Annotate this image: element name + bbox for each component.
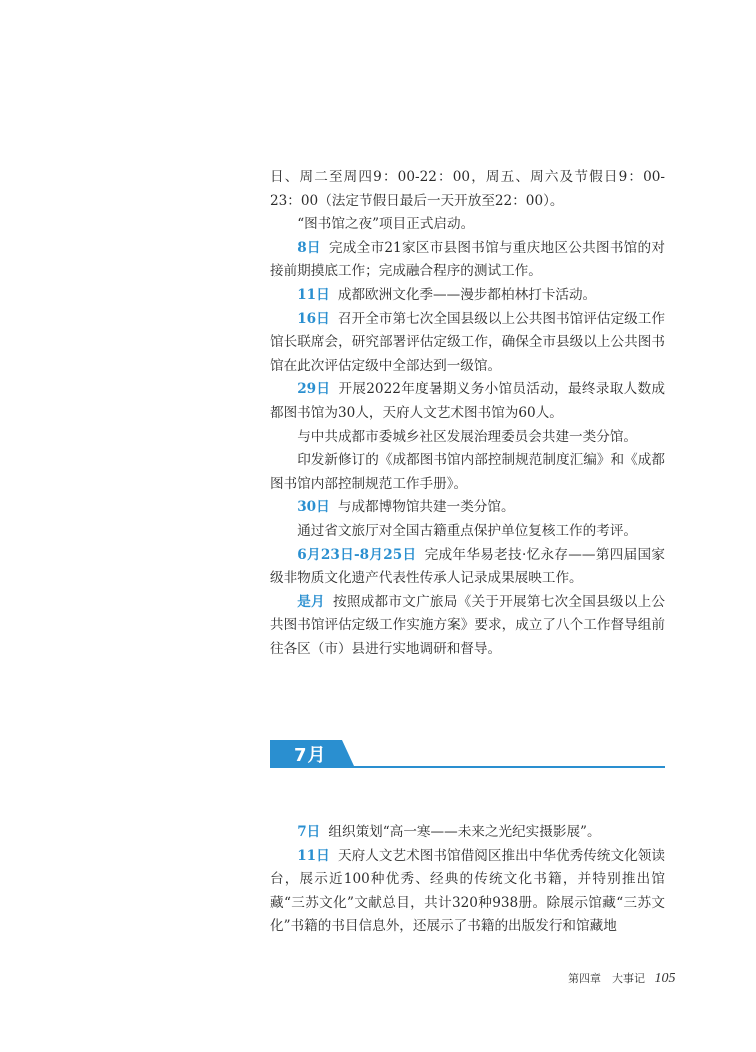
event-text: 完成全市21家区市县图书馆与重庆地区公共图书馆的对接前期摸底工作；完成融合程序的测试工作。 bbox=[270, 239, 665, 280]
event-paragraph bbox=[270, 845, 665, 939]
event-paragraph: “图书馆之夜”项目正式启动。 bbox=[297, 216, 475, 233]
chapter-title: 第四章 大事记 bbox=[568, 972, 645, 985]
top-text-block bbox=[270, 166, 665, 661]
month-divider-line bbox=[270, 766, 665, 768]
event-date: 29日 bbox=[297, 381, 331, 398]
event-date: 30日 bbox=[297, 499, 330, 516]
event-text: 召开全市第七次全国县级以上公共图书馆评估定级工作馆长联席会，研究部署评估定级工作，确保全市县级以上公共图书馆在此次评估定级中全部达到一级馆。 bbox=[270, 310, 666, 374]
event-paragraph bbox=[270, 378, 665, 425]
event-paragraph bbox=[270, 237, 665, 284]
event-date: 7日 bbox=[297, 824, 321, 840]
event-date: 11日 bbox=[297, 286, 330, 303]
page-number: 105 bbox=[654, 971, 676, 986]
event-paragraph bbox=[270, 821, 665, 845]
event-date: 11日 bbox=[297, 847, 330, 864]
event-text: 按照成都市文广旅局《关于开展第七次全国县级以上公共图书馆评估定级工作实施方案》要求，成立了八个工作督导组前往各区（市）县进行实地调研和督导。 bbox=[270, 593, 666, 657]
continued-paragraph: 日、周二至周四9：00-22：00，周五、周六及节假日9：00-23：00（法定节假日最后一天开放至22：00）。 bbox=[270, 169, 665, 209]
event-paragraph: 印发新修订的《成都图书馆内部控制规范制度汇编》和《成都图书馆内部控制规范工作手册》。 bbox=[270, 452, 665, 492]
event-paragraph bbox=[270, 544, 665, 591]
event-date: 6月23日-8月25日 bbox=[297, 546, 417, 563]
event-paragraph bbox=[270, 284, 665, 308]
event-paragraph: 与中共成都市委城乡社区发展治理委员会共建一类分馆。 bbox=[297, 428, 638, 445]
event-paragraph bbox=[270, 496, 665, 520]
event-date: 8日 bbox=[297, 239, 321, 256]
event-text: 成都欧洲文化季——漫步都柏林打卡活动。 bbox=[337, 286, 597, 303]
month-section-header bbox=[270, 740, 665, 768]
event-date: 是月 bbox=[297, 593, 325, 610]
event-paragraph bbox=[270, 591, 665, 662]
event-text: 完成年华易老技·忆永存——第四届国家级非物质文化遗产代表性传承人记录成果展映工作。 bbox=[270, 546, 665, 587]
event-text: 与成都博物馆共建一类分馆。 bbox=[337, 499, 515, 516]
event-paragraph bbox=[270, 308, 665, 379]
event-text: 天府人文艺术图书馆借阅区推出中华优秀传统文化领读台，展示近100种优秀、经典的传统文化书籍，并特别推出馆藏“三苏文化”文献总目，共计320种938册。除展示馆藏“三苏文化”书籍的书目信息外，还展示了书籍的出版发行和馆藏地 bbox=[270, 847, 666, 935]
month-title: 7月 bbox=[294, 745, 327, 766]
event-date: 16日 bbox=[297, 310, 330, 327]
event-text: 组织策划“高一寒——未来之光纪实摄影展”。 bbox=[328, 824, 601, 840]
bottom-text-block bbox=[270, 821, 665, 939]
event-paragraph: 通过省文旅厅对全国古籍重点保护单位复核工作的考评。 bbox=[297, 522, 638, 539]
page-footer bbox=[568, 970, 676, 987]
event-text: 开展2022年度暑期义务小馆员活动，最终录取人数成都图书馆为30人，天府人文艺术图书馆为60人。 bbox=[270, 381, 666, 421]
